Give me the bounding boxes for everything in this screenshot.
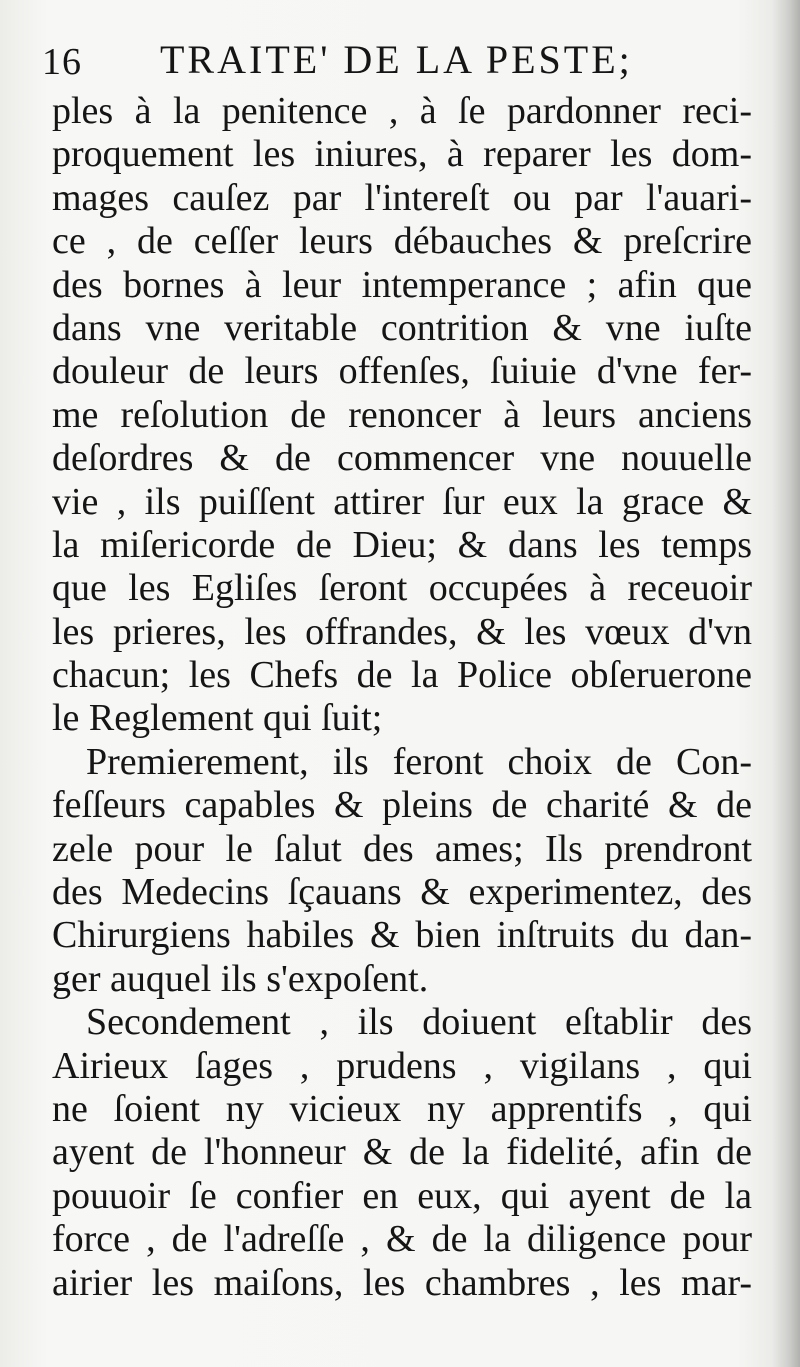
page-number: 16 xyxy=(42,41,82,83)
text-line: douleur de leurs offenſes, ſuiuie d'vne fer- xyxy=(52,350,752,393)
running-title: TRAITE' DE LA PESTE; xyxy=(160,37,633,82)
text-line: le Reglement qui ſuit; xyxy=(52,697,383,740)
page-edge-shadow xyxy=(772,0,800,1367)
text-line: chacun; les Chefs de la Police obſeruerone xyxy=(52,654,752,697)
body-text xyxy=(52,90,752,1305)
text-line: que les Egliſes ſeront occupées à receuoir xyxy=(52,567,752,610)
text-line: pouuoir ſe confier en eux, qui ayent de la xyxy=(52,1174,752,1217)
text-line: force , de l'adreſſe , & de la diligence pour xyxy=(52,1218,752,1261)
text-line: ce , de ceſſer leurs débauches & preſcrire xyxy=(52,220,752,263)
page-header xyxy=(42,30,722,90)
text-line: des bornes à leur intemperance ; afin que xyxy=(52,263,752,306)
text-line: me reſolution de renoncer à leurs anciens xyxy=(52,393,752,436)
text-line: Airieux ſages , prudens , vigilans , qui xyxy=(52,1044,752,1087)
text-line: les prieres, les offrandes, & les vœux d'vn xyxy=(52,610,752,653)
paragraph-2 xyxy=(52,741,752,1001)
text-line: feſſeurs capables & pleins de charité & de xyxy=(52,784,752,827)
text-line: airier les maiſons, les chambres , les mar- xyxy=(52,1261,752,1304)
text-line: ne ſoient ny vicieux ny apprentifs , qui xyxy=(52,1087,752,1130)
text-line: vie , ils puiſſent attirer ſur eux la grace & xyxy=(52,480,752,523)
paragraph-3 xyxy=(52,1001,752,1305)
text-line: Chirurgiens habiles & bien inſtruits du dan- xyxy=(52,914,752,957)
text-line: Secondement , ils doiuent eſtablir des xyxy=(86,1001,752,1044)
text-line: Premierement, ils feront choix de Con- xyxy=(86,740,752,783)
text-line: proquement les iniures, à reparer les dom- xyxy=(52,133,752,176)
paragraph-1 xyxy=(52,90,752,741)
text-line: ger auquel ils s'expoſent. xyxy=(52,957,429,1000)
text-line: zele pour le ſalut des ames; Ils prendront xyxy=(52,827,752,870)
text-line: deſordres & de commencer vne nouuelle xyxy=(52,437,752,480)
text-line: ayent de l'honneur & de la fidelité, afin de xyxy=(52,1131,752,1174)
text-line: la miſericorde de Dieu; & dans les temps xyxy=(52,523,752,566)
text-line: des Medecins ſçauans & experimentez, des xyxy=(52,871,752,914)
text-line: ples à la penitence , à ſe pardonner reci- xyxy=(52,90,752,132)
text-line: mages cauſez par l'intereſt ou par l'auari- xyxy=(52,176,752,219)
text-line: dans vne veritable contrition & vne iuſte xyxy=(52,306,752,349)
